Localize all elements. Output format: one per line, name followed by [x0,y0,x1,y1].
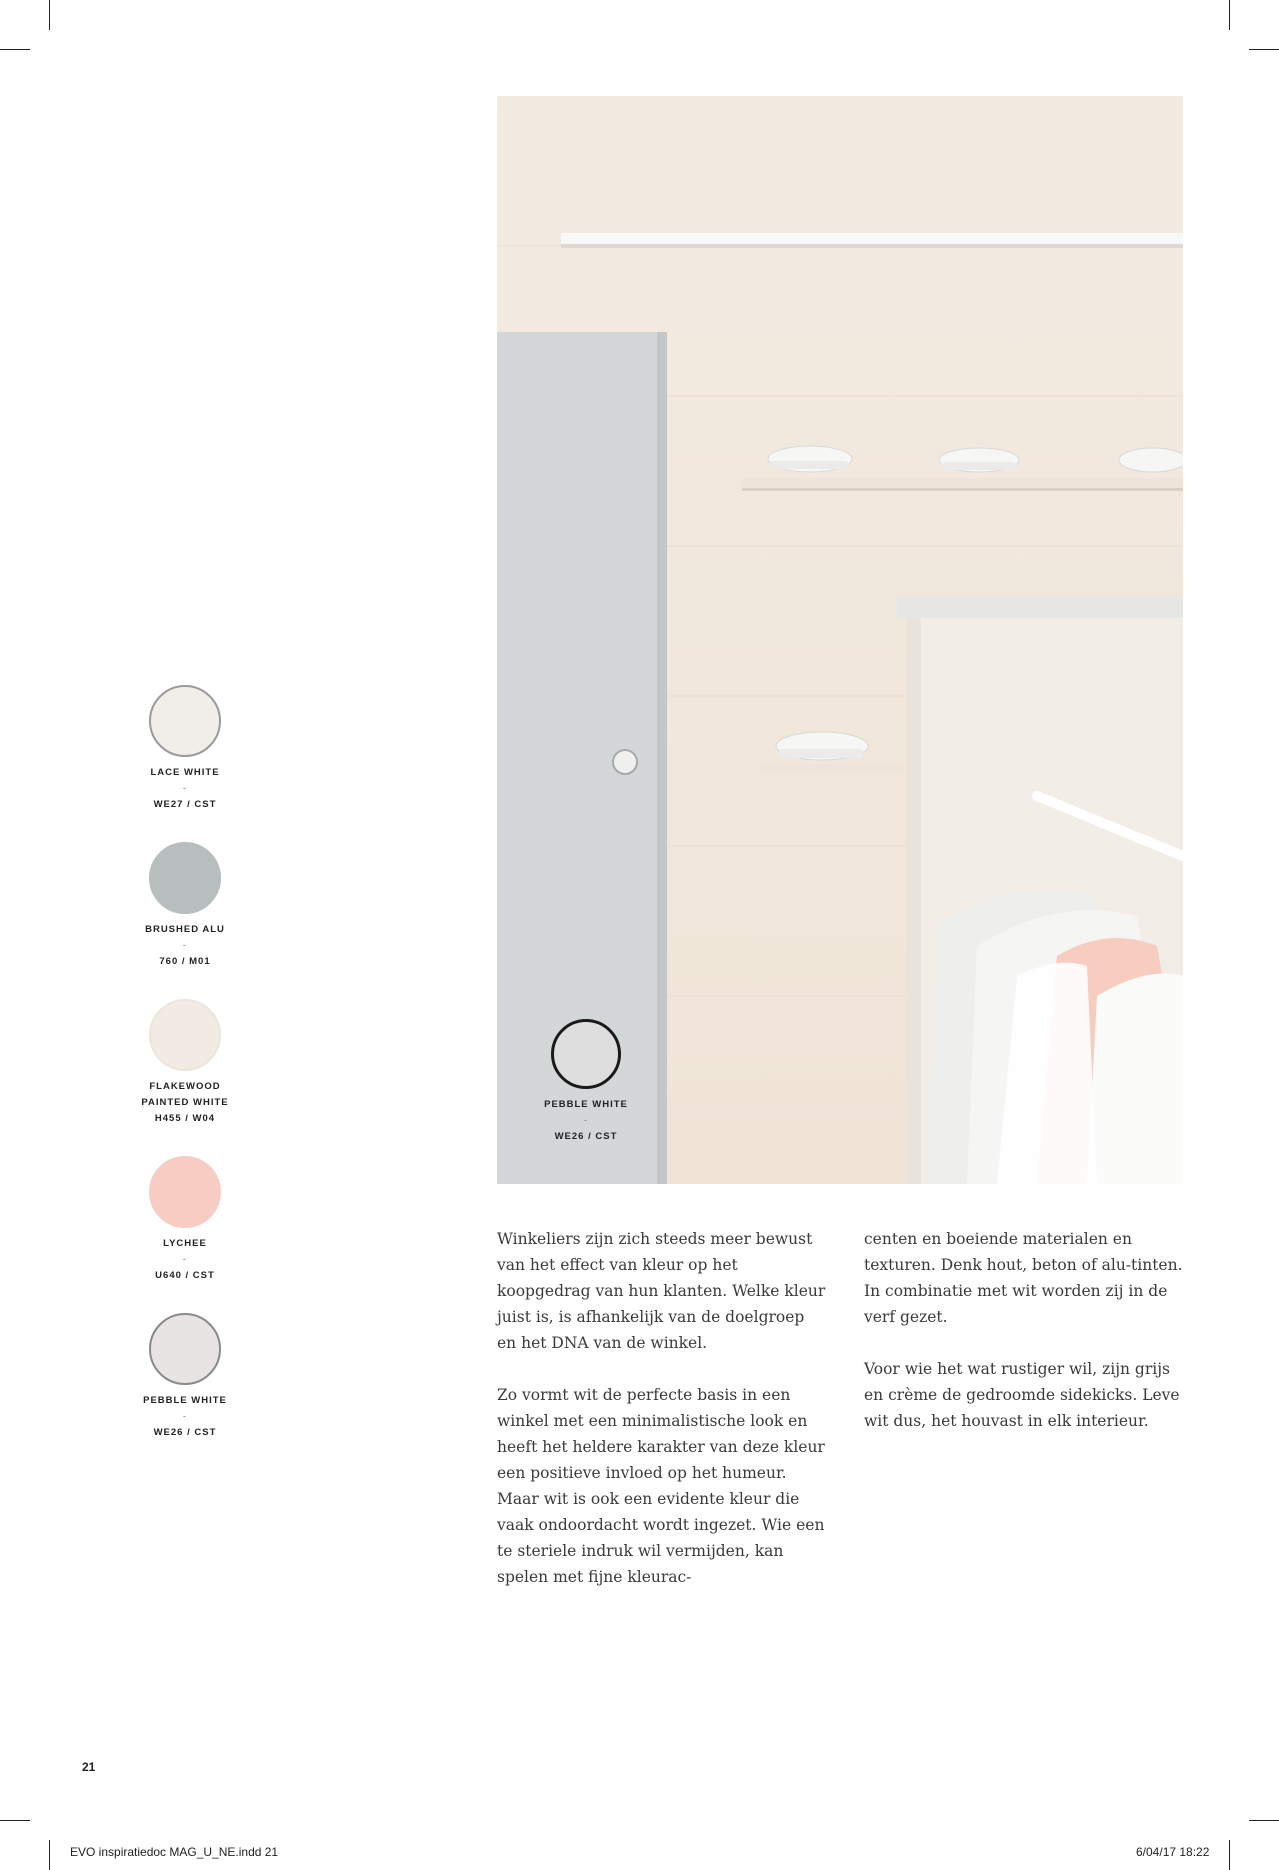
crop-mark [49,0,50,30]
paragraph: Zo vormt wit de perfecte basis in een winkel met een minimalistische look en heeft het heldere karakter van deze kleur een positieve invloed op het humeur. Maar wit is ook een evidente kleur die vaak ondoordacht wordt ingezet. Wie een te steriele indruk wil vermijden, kan spelen met fijne kleurac- [497,1386,825,1586]
swatch-code: WE26 / CST [554,1131,618,1142]
swatch-dash: - [182,1411,188,1422]
swatch-name: PEBBLE WHITE [544,1099,628,1110]
swatch-dash: - [583,1115,589,1126]
paragraph: centen en boeiende materialen en texturen. Denk hout, beton of alu-tinten. In combinatie met wit worden zij in de verf gezet. [864,1230,1183,1326]
swatch-circle [149,999,221,1071]
swatch-code: 760 / M01 [159,956,211,967]
swatch-lace-white [120,685,250,813]
swatch-name: FLAKEWOOD PAINTED WHITE [141,1081,229,1108]
print-slug-date: 6/04/17 18:22 [1136,1845,1210,1859]
paragraph: Winkeliers zijn zich steeds meer bewust van het effect van kleur op het koopgedrag van hun klanten. Welke kleur juist is, is afhankelijk van de doelgroep en het DNA van de winkel. [497,1230,826,1352]
swatch-flakewood-painted-white [120,999,250,1127]
swatch-dash: - [182,783,188,794]
crop-mark [49,1840,50,1870]
paragraph: Voor wie het wat rustiger wil, zijn grijs en crème de gedroomde sidekicks. Leve wit dus, het houvast in elk interieur. [864,1360,1180,1430]
crop-mark [1249,1820,1279,1821]
crop-mark [1229,0,1230,30]
crop-mark [0,1820,30,1821]
crop-mark [1229,1840,1230,1870]
swatch-code: WE27 / CST [153,799,217,810]
crop-mark [0,49,30,50]
swatch-circle [149,842,221,914]
swatch-name: PEBBLE WHITE [143,1395,227,1406]
swatch-circle [149,685,221,757]
body-text-column-right [864,1226,1194,1460]
photo-swatch-pebble-white [536,1019,636,1145]
swatch-name: LYCHEE [163,1238,207,1249]
swatch-name: LACE WHITE [150,767,220,778]
swatch-name: BRUSHED ALU [145,924,225,935]
swatch-lychee [120,1156,250,1284]
swatch-circle [149,1313,221,1385]
swatch-dash: - [182,940,188,951]
crop-mark [1249,49,1279,50]
swatch-code: U640 / CST [155,1270,215,1281]
swatch-code: H455 / W04 [154,1113,216,1124]
swatch-dash: - [182,1254,188,1265]
swatch-circle [551,1019,621,1089]
swatch-brushed-alu [120,842,250,970]
swatch-code: WE26 / CST [153,1427,217,1438]
swatch-pebble-white [120,1313,250,1441]
store-interior-photo [497,96,1183,1184]
page-number: 21 [82,1760,96,1774]
body-text-column-left [497,1226,827,1616]
print-slug-file: EVO inspiratiedoc MAG_U_NE.indd 21 [70,1845,279,1859]
swatch-circle [149,1156,221,1228]
